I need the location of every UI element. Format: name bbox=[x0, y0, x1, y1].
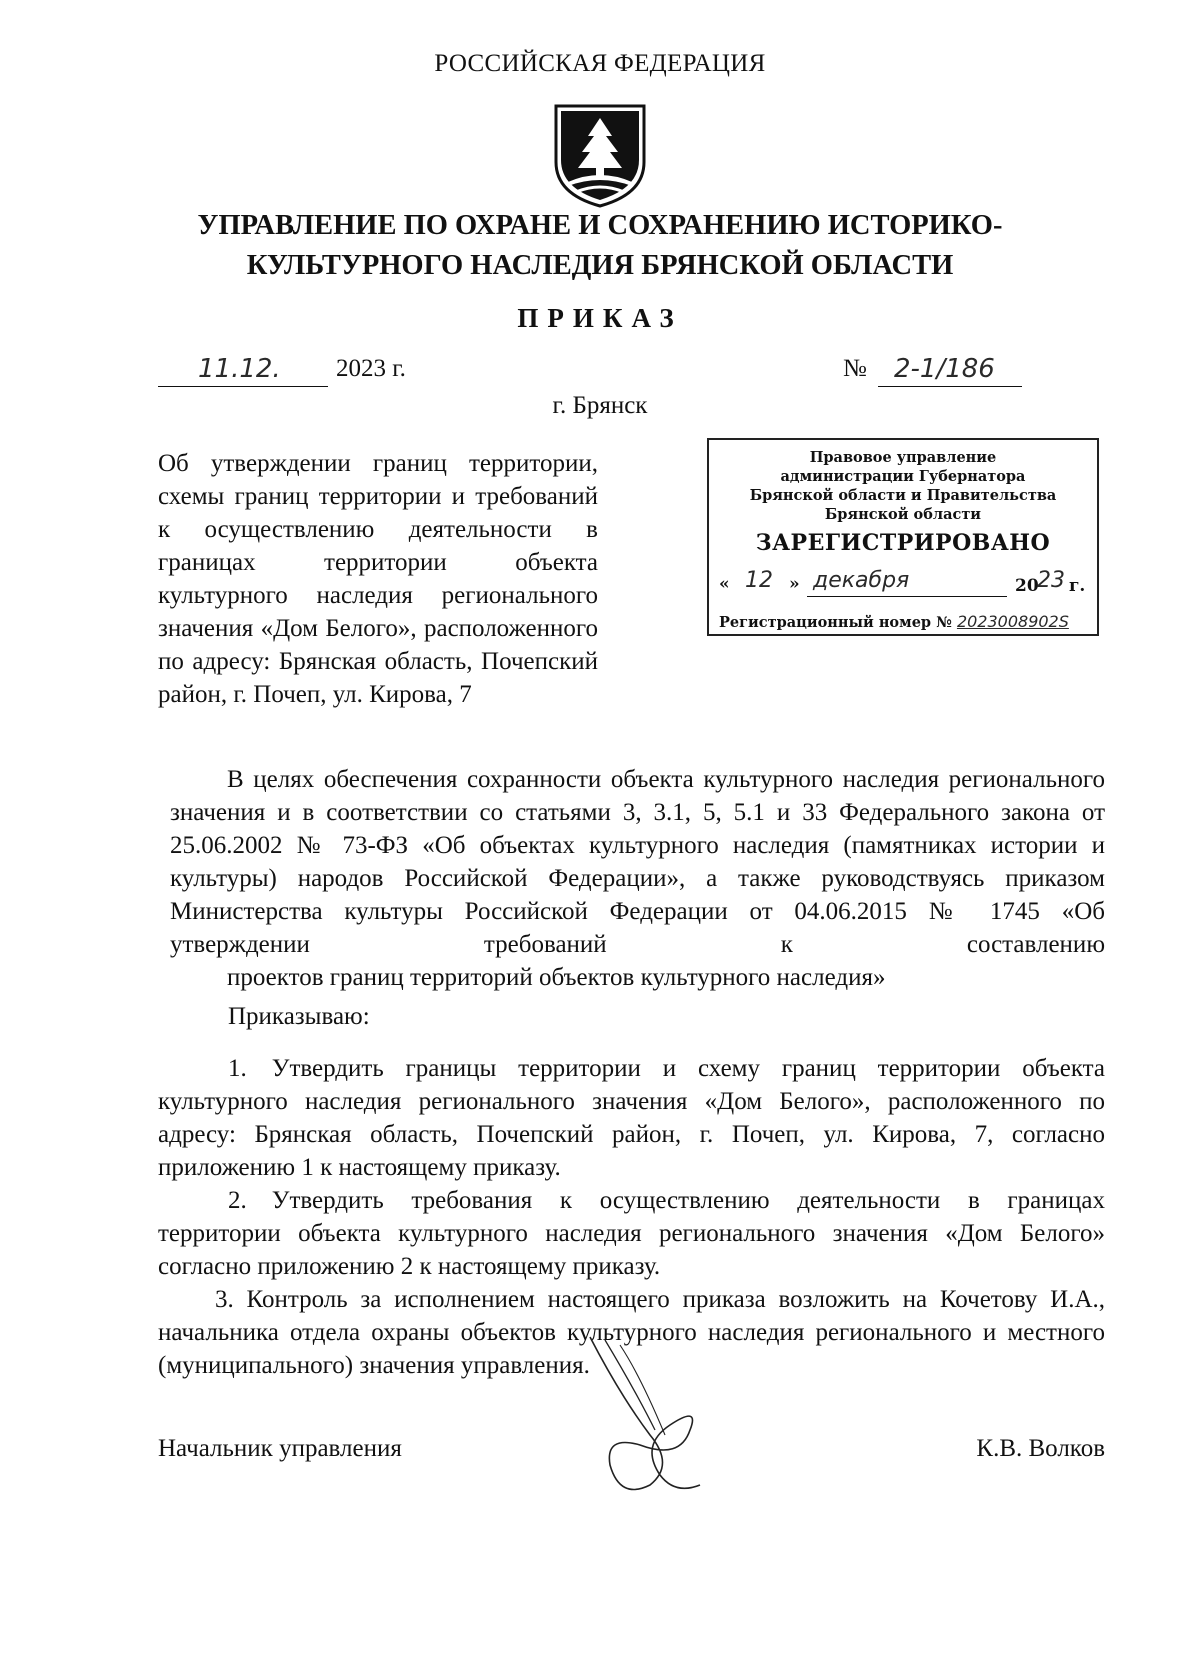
agency-name-line2: КУЛЬТУРНОГО НАСЛЕДИЯ БРЯНСКОЙ ОБЛАСТИ bbox=[246, 250, 954, 281]
signer-name: К.В. Волков bbox=[976, 1435, 1105, 1462]
order-number-handwritten: 2-1/186 bbox=[894, 354, 995, 384]
order-number-label: № bbox=[843, 355, 867, 382]
stamp-month: декабря bbox=[813, 568, 910, 593]
stamp-registered: ЗАРЕГИСТРИРОВАНО bbox=[755, 530, 1051, 556]
stamp-date-row bbox=[719, 570, 1091, 600]
order-item-3: 3. Контроль за исполнением настоящего приказа возложить на Кочетову И.А., начальника отдела охраны объектов культурного наследия регионального и местного (муниципального) значения управления. bbox=[158, 1286, 1105, 1379]
stamp-month-underline bbox=[807, 596, 1007, 597]
signer-title: Начальник управления bbox=[158, 1435, 402, 1462]
registration-stamp bbox=[707, 438, 1099, 636]
stamp-quote-open: « bbox=[719, 574, 730, 594]
stamp-day: 12 bbox=[745, 568, 773, 593]
country-heading: РОССИЙСКАЯ ФЕДЕРАЦИЯ bbox=[434, 50, 766, 77]
stamp-line-1: Правовое управление bbox=[809, 449, 997, 466]
stamp-reg-number: 2023008902S bbox=[956, 612, 1069, 631]
order-subject: Об утверждении границ территории, схемы границ территории и требований к осуществлению деятельности в границах территории объекта культурного наследия регионального значения «Дом Белого», расположенного по адресу: Брянская область, Почепский район, г. Почеп, ул. Кирова, 7 bbox=[158, 450, 598, 708]
stamp-line-3: Брянской области и Правительства bbox=[749, 487, 1057, 504]
stamp-reg-number-row bbox=[719, 612, 1069, 631]
stamp-quote-close: » bbox=[789, 574, 800, 594]
signature-block bbox=[158, 1435, 1105, 1485]
stamp-line-4: Брянской области bbox=[824, 506, 982, 523]
preamble-end: проектов границ территорий объектов культурного наследия» bbox=[227, 964, 886, 991]
order-number-field bbox=[878, 350, 1022, 387]
preamble-paragraph bbox=[170, 763, 1105, 994]
order-year: 2023 г. bbox=[336, 355, 406, 382]
stamp-reg-label: Регистрационный номер № bbox=[719, 614, 952, 631]
stamp-year-suffix: 23 bbox=[1037, 568, 1065, 593]
order-word: Приказываю: bbox=[228, 1003, 370, 1030]
order-items bbox=[158, 1052, 1105, 1382]
stamp-year-prefix: 20 bbox=[1015, 576, 1039, 596]
agency-name bbox=[0, 206, 1200, 286]
order-date-field bbox=[158, 350, 328, 387]
order-item-1: 1. Утвердить границы территории и схему границ территории объекта культурного наследия регионального значения «Дом Белого», расположенного по адресу: Брянская область, Почепский район, г. Почеп, ул. Кирова, 7, согласно приложению 1 к настоящему приказу. bbox=[158, 1055, 1105, 1181]
preamble-main: В целях обеспечения сохранности объекта культурного наследия регионального значения и в соответствии со статьями 3, 3.1, 5, 5.1 и 33 Федерального закона от 25.06.2002 № 73-ФЗ «Об объектах культурного наследия (памятниках истории и культуры) народов Российской Федерации», а также руководствуясь приказом Министерства культуры Российской Федерации от 04.06.2015 № 1745 «Об утверждении требований к составлению bbox=[170, 766, 1105, 958]
stamp-year-unit: г. bbox=[1069, 576, 1086, 596]
document-type-title: ПРИКАЗ bbox=[517, 303, 683, 333]
city-line: г. Брянск bbox=[552, 392, 648, 419]
order-date-handwritten: 11.12. bbox=[198, 354, 281, 384]
order-item-2: 2. Утвердить требования к осуществлению деятельности в границах территории объекта культурного наследия регионального значения «Дом Белого» согласно приложению 2 к настоящему приказу. bbox=[158, 1187, 1105, 1280]
stamp-line-2: администрации Губернатора bbox=[780, 468, 1026, 485]
coat-of-arms-icon bbox=[550, 102, 650, 210]
agency-name-line1: УПРАВЛЕНИЕ ПО ОХРАНЕ И СОХРАНЕНИЮ ИСТОРИКО- bbox=[197, 210, 1003, 241]
